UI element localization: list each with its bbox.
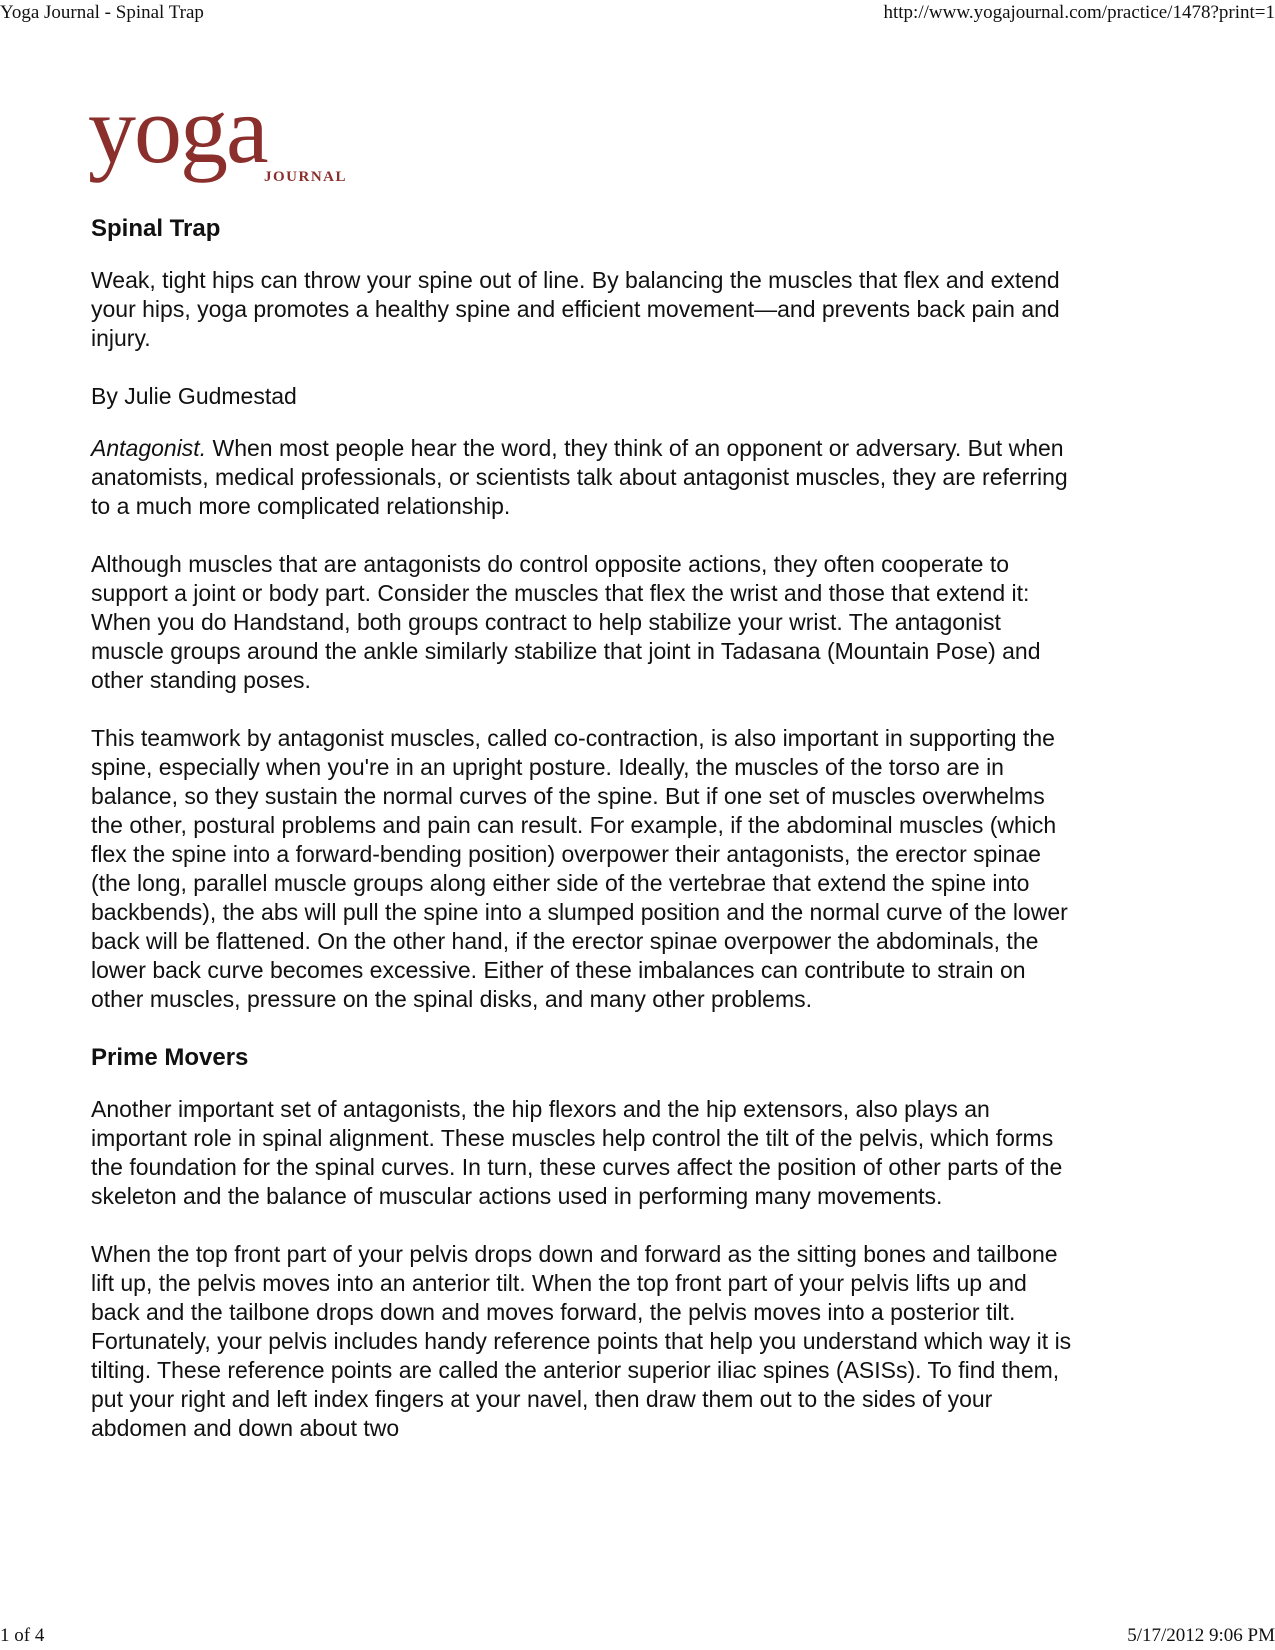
print-header-url: http://www.yogajournal.com/practice/1478?print=1 [883, 2, 1275, 23]
print-header-title: Yoga Journal - Spinal Trap [0, 2, 204, 23]
paragraph-1 [91, 434, 1076, 521]
yoga-journal-logo [88, 76, 378, 196]
paragraph-3: This teamwork by antagonist muscles, called co-contraction, is also important in supporting the spine, especially when you're in an upright posture. Ideally, the muscles of the torso are in balance, so they sustain the normal curves of the spine. But if one set of muscles overwhelms the other, postural problems and pain can result. For example, if the abdominal muscles (which flex the spine into a forward-bending position) overpower their antagonists, the erector spinae (the long, parallel muscle groups along either side of the vertebrae that extend the spine into backbends), the abs will pull the spine into a slumped position and the normal curve of the lower back will be flattened. On the other hand, if the erector spinae overpower the abdominals, the lower back curve becomes excessive. Either of these imbalances can contribute to strain on other muscles, pressure on the spinal disks, and many other problems. [91, 725, 1068, 1012]
article-dek: Weak, tight hips can throw your spine out of line. By balancing the muscles that flex and extend your hips, yoga promotes a healthy spine and efficient movement—and prevents back pain and injury. [91, 267, 1060, 351]
section-heading: Prime Movers [91, 1044, 249, 1071]
article-title: Spinal Trap [91, 215, 221, 242]
paragraph-1-text: When most people hear the word, they think of an opponent or adversary. But when anatomists, medical professionals, or scientists talk about antagonist muscles, they are referring to a much more complicated relationship. [91, 435, 1068, 519]
print-footer-date: 5/17/2012 9:06 PM [1127, 1625, 1275, 1646]
paragraph-4: Another important set of antagonists, the hip flexors and the hip extensors, also plays an important role in spinal alignment. These muscles help control the tilt of the pelvis, which forms the foundation for the spinal curves. In turn, these curves affect the position of other parts of the skeleton and the balance of muscular actions used in performing many movements. [91, 1096, 1063, 1209]
logo-wordmark: yoga [88, 76, 267, 183]
print-footer-page: 1 of 4 [0, 1625, 45, 1646]
article-byline: By Julie Gudmestad [91, 383, 297, 409]
logo-subtitle: JOURNAL [264, 169, 348, 185]
paragraph-5: When the top front part of your pelvis drops down and forward as the sitting bones and tailbone lift up, the pelvis moves into an anterior tilt. When the top front part of your pelvis lifts up and back and the tailbone drops down and moves forward, the pelvis moves into a posterior tilt. Fortunately, your pelvis includes handy reference points that help you understand which way it is tilting. These reference points are called the anterior superior iliac spines (ASISs). To find them, put your right and left index fingers at your navel, then draw them out to the sides of your abdomen and down about two [91, 1241, 1072, 1441]
paragraph-1-emphasis: Antagonist. [91, 435, 207, 461]
article-body [91, 214, 1076, 1472]
paragraph-2: Although muscles that are antagonists do control opposite actions, they often cooperate to support a joint or body part. Consider the muscles that flex the wrist and those that extend it: When you do Handstand, both groups contract to help stabilize your wrist. The antagonist muscle groups around the ankle similarly stabilize that joint in Tadasana (Mountain Pose) and other standing poses. [91, 551, 1041, 693]
